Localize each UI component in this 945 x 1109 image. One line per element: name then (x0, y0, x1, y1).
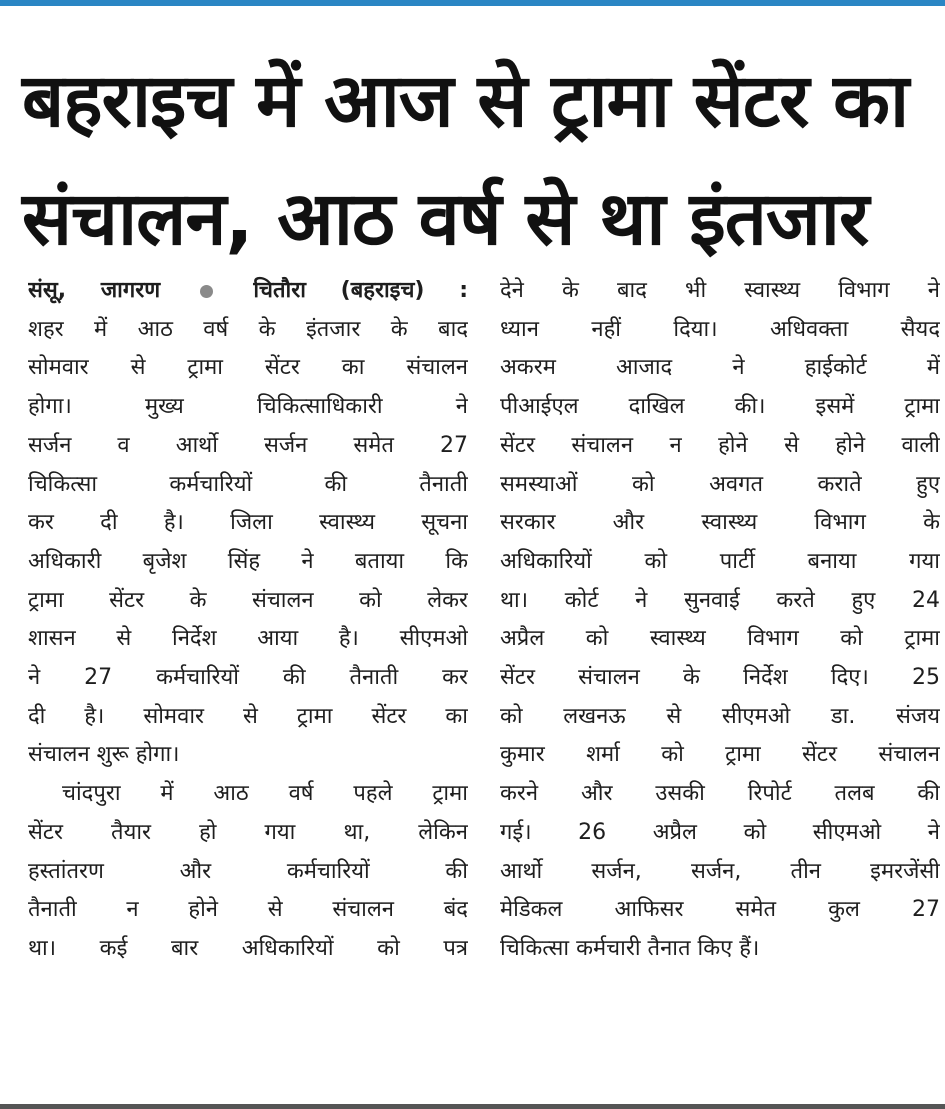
article-line: कर दी है। जिला स्वास्थ्य सूचना (28, 510, 468, 536)
article-line: देने के बाद भी स्वास्थ्य विभाग ने (500, 278, 940, 303)
article-line: दी है। सोमवार से ट्रामा सेंटर का (28, 703, 468, 729)
article-line: संचालन शुरू होगा। (28, 742, 180, 768)
article-line: समस्याओं को अवगत कराते हुए (500, 471, 940, 497)
article-line: सेंटर संचालन के निर्देश दिए। 25 (500, 665, 940, 691)
article-line: अधिकारी बृजेश सिंह ने बताया कि (28, 548, 468, 574)
article-column-right (500, 272, 940, 969)
article-line: चिकित्सा कर्मचारियों की तैनाती (28, 471, 468, 497)
article-line: होगा। मुख्य चिकित्साधिकारी ने (28, 394, 468, 420)
article-line: पीआईएल दाखिल की। इसमें ट्रामा (500, 394, 940, 420)
article-line: सर्जन व आर्थो सर्जन समेत 27 (28, 432, 468, 458)
top-accent-rule (0, 0, 945, 6)
article-line: ध्यान नहीं दिया। अधिवक्ता सैयद (500, 316, 940, 342)
article-line: मेडिकल आफिसर समेत कुल 27 (500, 897, 940, 923)
article-line: शासन से निर्देश आया है। सीएमओ (28, 626, 468, 652)
bullet-separator-icon (200, 285, 213, 298)
article-line: सेंटर संचालन न होने से होने वाली (500, 432, 940, 458)
article-line: अधिकारियों को पार्टी बनाया गया (500, 548, 940, 574)
article-line: सरकार और स्वास्थ्य विभाग के (500, 510, 940, 536)
article-line: करने और उसकी रिपोर्ट तलब की (500, 781, 940, 807)
bottom-rule (0, 1104, 945, 1109)
article-line: गई। 26 अप्रैल को सीएमओ ने (500, 819, 940, 845)
article-line: ने 27 कर्मचारियों की तैनाती कर (28, 665, 468, 691)
article-line: अकरम आजाद ने हाईकोर्ट में (500, 355, 940, 381)
article-line: हस्तांतरण और कर्मचारियों की (28, 858, 468, 884)
article-line: था। कोर्ट ने सुनवाई करते हुए 24 (500, 587, 940, 613)
dateline-agency: संसू, जागरण (28, 278, 161, 303)
article-line: सोमवार से ट्रामा सेंटर का संचालन (28, 355, 468, 381)
article-line: शहर में आठ वर्ष के इंतजार के बाद (28, 316, 468, 342)
article-line: आर्थो सर्जन, सर्जन, तीन इमरजेंसी (500, 858, 940, 884)
article-line: था। कई बार अधिकारियों को पत्र (28, 935, 468, 961)
headline (22, 42, 927, 278)
headline-line-1: बहराइच में आज से ट्रामा सेंटर का (22, 58, 909, 144)
dateline-place: चितौरा (बहराइच) : (253, 278, 468, 303)
article-line: चांदपुरा में आठ वर्ष पहले ट्रामा (62, 781, 468, 807)
article-line: चिकित्सा कर्मचारी तैनात किए हैं। (500, 935, 760, 961)
dateline (28, 272, 468, 311)
article-line: सेंटर तैयार हो गया था, लेकिन (28, 819, 468, 845)
article-line: तैनाती न होने से संचालन बंद (28, 897, 468, 923)
article-line: अप्रैल को स्वास्थ्य विभाग को ट्रामा (500, 626, 940, 652)
article-line: ट्रामा सेंटर के संचालन को लेकर (28, 587, 468, 613)
article-line: कुमार शर्मा को ट्रामा सेंटर संचालन (500, 742, 940, 768)
article-column-left (28, 272, 468, 969)
article-line: को लखनऊ से सीएमओ डा. संजय (500, 703, 940, 729)
headline-line-2: संचालन, आठ वर्ष से था इंतजार (22, 176, 869, 262)
